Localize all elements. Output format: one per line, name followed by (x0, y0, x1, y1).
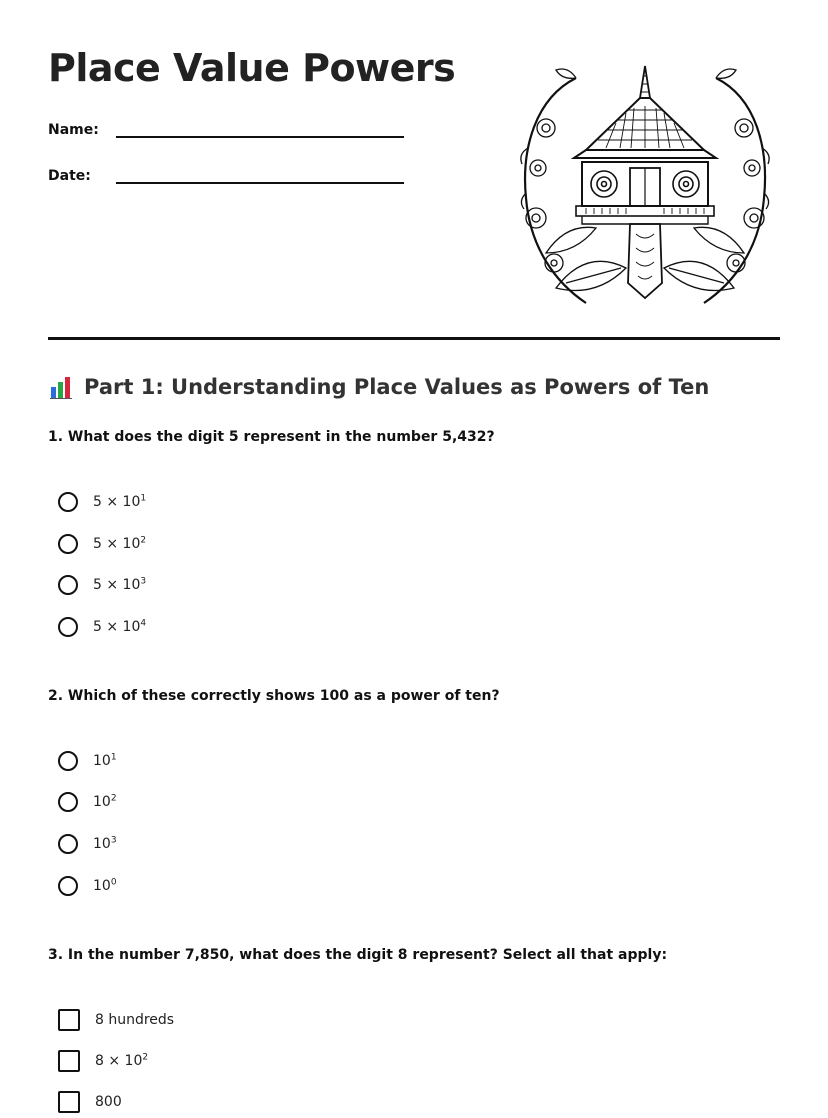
date-input-line[interactable] (116, 164, 404, 184)
option-label: $10^3$ (93, 835, 117, 852)
radio-button[interactable] (58, 575, 78, 595)
option-label: $10^2$ (93, 793, 117, 810)
option-label: 800 (95, 1094, 122, 1110)
checkbox[interactable] (58, 1050, 80, 1072)
radio-button[interactable] (58, 834, 78, 854)
question-2: 2. Which of these correctly shows 100 as a power of ten? (48, 688, 500, 704)
q1-option-1[interactable] (58, 489, 146, 515)
option-label: $5 \times 10^3$ (93, 576, 147, 593)
radio-button[interactable] (58, 617, 78, 637)
q2-option-3[interactable] (58, 831, 117, 857)
page-title: Place Value Powers (48, 46, 456, 90)
house-coloring-illustration (516, 58, 774, 312)
q1-option-4[interactable] (58, 614, 146, 640)
q2-option-2[interactable] (58, 789, 117, 815)
radio-button[interactable] (58, 876, 78, 896)
option-label: $8 \times 10^2$ (95, 1052, 149, 1069)
option-label: $10^1$ (93, 752, 117, 769)
name-field[interactable] (48, 118, 404, 138)
q1-option-2[interactable] (58, 531, 146, 557)
bar-chart-icon (48, 374, 74, 400)
q2-option-1[interactable] (58, 748, 117, 774)
section-title (48, 374, 709, 400)
name-label: Name: (48, 122, 99, 138)
option-label: 8 hundreds (95, 1012, 175, 1028)
option-label: $5 \times 10^2$ (93, 535, 147, 552)
checkbox[interactable] (58, 1009, 80, 1031)
option-label: $10^0$ (93, 877, 117, 894)
date-label: Date: (48, 168, 91, 184)
checkbox[interactable] (58, 1091, 80, 1113)
radio-button[interactable] (58, 492, 78, 512)
option-label: $5 \times 10^4$ (93, 618, 147, 635)
q1-option-3[interactable] (58, 572, 146, 598)
q3-option-3[interactable] (58, 1089, 122, 1115)
radio-button[interactable] (58, 792, 78, 812)
q2-option-4[interactable] (58, 873, 117, 899)
section-title-text: Part 1: Understanding Place Values as Powers of Ten (84, 375, 710, 399)
section-divider (48, 337, 780, 340)
question-1: 1. What does the digit 5 represent in the number 5,432? (48, 429, 495, 445)
option-label: $5 \times 10^1$ (93, 493, 147, 510)
question-3: 3. In the number 7,850, what does the digit 8 represent? Select all that apply: (48, 947, 668, 963)
radio-button[interactable] (58, 751, 78, 771)
radio-button[interactable] (58, 534, 78, 554)
q3-option-1[interactable] (58, 1007, 174, 1033)
date-field[interactable] (48, 164, 404, 184)
name-input-line[interactable] (116, 118, 404, 138)
q3-option-2[interactable] (58, 1048, 148, 1074)
